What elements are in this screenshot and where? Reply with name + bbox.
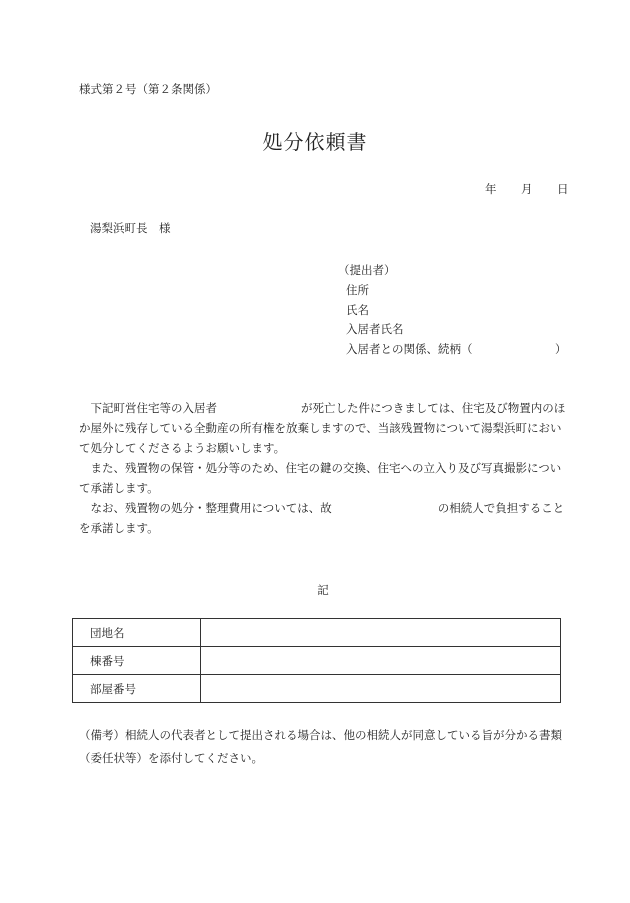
name-label: 氏名	[346, 303, 369, 317]
body-paragraph-3	[79, 498, 569, 538]
p1-before: 下記町営住宅等の入居者	[79, 401, 217, 415]
table-value	[201, 619, 561, 647]
table-label: 団地名	[73, 619, 201, 647]
body-paragraph-1	[79, 398, 569, 458]
p3-before: なお、残置物の処分・整理費用については、故	[79, 501, 332, 515]
recipient: 湯梨浜町長 様	[90, 221, 171, 235]
resident-name-label: 入居者氏名	[346, 322, 404, 336]
body-paragraph-2: また、残置物の保管・処分等のため、住宅の鍵の交換、住宅への立入り及び写真撮影について承諾します。	[79, 461, 562, 495]
date-year-label: 年	[485, 182, 497, 196]
table-value	[201, 647, 561, 675]
submitter-heading: （提出者）	[338, 263, 396, 277]
address-label: 住所	[346, 283, 369, 297]
table-row	[73, 675, 561, 703]
page-title: 処分依頼書	[262, 130, 368, 154]
relationship-close: ）	[555, 342, 567, 356]
table-row	[73, 647, 561, 675]
p1-after: が死亡した件につきましては、住宅及び物置内のほか屋外に残存している全動産の所有権を放棄しますので、当該残置物について湯梨浜町において処分してくださるようお願いします。	[79, 401, 566, 455]
property-table	[72, 618, 561, 703]
date-month-label: 月	[521, 182, 533, 196]
ki-heading: 記	[317, 583, 329, 597]
date-day-label: 日	[557, 182, 569, 196]
table-row	[73, 619, 561, 647]
table-value	[201, 675, 561, 703]
relationship-label: 入居者との関係、続柄（	[346, 342, 473, 356]
table-label: 部屋番号	[73, 675, 201, 703]
table-label: 棟番号	[73, 647, 201, 675]
form-number: 様式第２号（第２条関係）	[79, 82, 217, 96]
p3-after: の相続人で負担することを承諾します。	[79, 501, 565, 535]
note: （備考）相続人の代表者として提出される場合は、他の相続人が同意している旨が分かる書類（委任状等）を添付してください。	[79, 728, 562, 765]
